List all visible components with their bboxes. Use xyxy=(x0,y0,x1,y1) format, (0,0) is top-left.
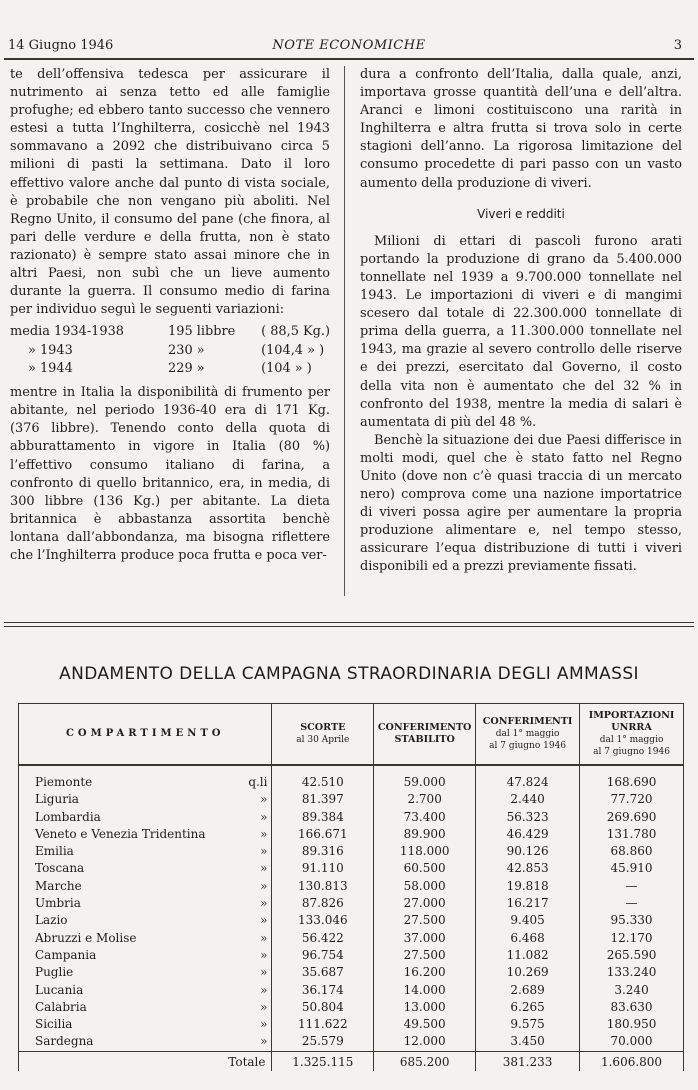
table-row xyxy=(19,809,684,826)
unit-label: » xyxy=(260,809,268,824)
consumption-kg: ( 88,5 Kg.) xyxy=(261,324,330,340)
header-conf-stab-line2: STABILITO xyxy=(394,734,455,745)
right-paragraph-2: Milioni di ettari di pascoli furono arati portando la produzione di grano da 5.400.000 tonnellate nel 1939 a 9.700.000 tonnellate nel 1943. Le importazioni di viveri e di mangimi scesero dal totale di 22.300.000 tonnellate di prima della guerra, a 11.300.000 tonnellate nel 1943, ma grazie al severo controllo delle riserve e dei prezzi, esercitato dal Governo, il costo della vita non è aumentato che del 32 % in confronto del 1938, mentre la media di salari è aumentata di più del 48 %. xyxy=(360,233,682,430)
region-cell xyxy=(19,930,272,947)
region-name: Sicilia xyxy=(35,1017,73,1032)
cell-conferimenti: 2.689 xyxy=(476,982,580,999)
total-row xyxy=(19,1051,684,1071)
region-name: Lucania xyxy=(35,982,84,997)
cell-unrra: 168.690 xyxy=(580,765,684,791)
cell-conferimenti: 9.575 xyxy=(476,1016,580,1033)
region-name: Lombardia xyxy=(35,809,101,824)
total-scorte: 1.325.115 xyxy=(272,1051,374,1071)
publication-title: NOTE ECONOMICHE xyxy=(272,38,426,53)
cell-conferimenti: 42.853 xyxy=(476,860,580,877)
cell-scorte: 87.826 xyxy=(272,895,374,912)
consumption-libbre: 195 libbre xyxy=(168,324,236,340)
consumption-period: » 1944 xyxy=(28,360,73,376)
header-import-line3: dal 1° maggio xyxy=(599,735,664,745)
unit-label: » xyxy=(260,913,268,928)
section-divider xyxy=(4,622,694,627)
cell-stabilito: 27.500 xyxy=(374,912,476,929)
table-row xyxy=(19,765,684,791)
left-paragraph-1: te dell’offensiva tedesca per assicurare il nutrimento ai senza tetto ed alle famiglie profughe; ed ebbero tanto successo che vennero estesi a tutta l’Inghilterra, cosicchè nel 1943 sommavano a 2092 che distribuivano circa 5 milioni di pasti la settimana. Dato il loro effettivo valore anche dal punto di vista sociale, è probabile che non vengano più aboliti. Nel Regno Unito, il consumo del pane (che finora, al pari delle verdure e della frutta, non è stato razionato) è sempre stato assai minore che in altri Paesi, non subì che un lieve aumento durante la guerra. Il consumo medio di farina per individuo seguì le seguenti variazioni: xyxy=(10,67,330,318)
unit-label: » xyxy=(260,861,268,876)
unit-label: » xyxy=(260,844,268,859)
header-rule xyxy=(4,58,694,60)
cell-stabilito: 58.000 xyxy=(374,878,476,895)
cell-stabilito: 49.500 xyxy=(374,1016,476,1033)
region-name: Sardegna xyxy=(35,1034,94,1049)
cell-stabilito: 60.500 xyxy=(374,860,476,877)
unit-label: » xyxy=(260,878,268,893)
cell-unrra: 95.330 xyxy=(580,912,684,929)
cell-scorte: 50.804 xyxy=(272,999,374,1016)
cell-stabilito: 27.000 xyxy=(374,895,476,912)
cell-unrra: 180.950 xyxy=(580,1016,684,1033)
cell-scorte: 96.754 xyxy=(272,947,374,964)
left-paragraph-2: mentre in Italia la disponibilità di frumento per abitante, nel periodo 1936-40 era di 171 Kg. (376 libbre). Tenendo conto della quota di abburattamento in vigore in Italia (80 %) l’effettivo consumo italiano di farina, a confronto di quello britannico, era, in media, di 300 libbre (136 Kg.) per abitante. La dieta britannica è abbastanza assortita benchè lontana dall’abbondanza, ma bisogna riflettere che l’Inghilterra produce poca frutta e poca ver- xyxy=(10,385,330,564)
table-row xyxy=(19,843,684,860)
total-unrra: 1.606.800 xyxy=(580,1051,684,1071)
table-row xyxy=(19,878,684,895)
header-importazioni-unrra xyxy=(580,704,684,766)
unit-label: » xyxy=(260,982,268,997)
left-column xyxy=(10,66,330,565)
cell-conferimenti: 9.405 xyxy=(476,912,580,929)
region-cell xyxy=(19,947,272,964)
region-name: Toscana xyxy=(35,861,85,876)
table-title: ANDAMENTO DELLA CAMPAGNA STRAORDINARIA DEGLI AMMASSI xyxy=(59,664,639,684)
cell-unrra: 265.590 xyxy=(580,947,684,964)
header-conferimenti-line1: CONFERIMENTI xyxy=(482,716,573,727)
header-conf-stab-line1: CONFERIMENTO xyxy=(377,722,472,733)
unit-label: q.li xyxy=(248,775,268,789)
cell-stabilito: 16.200 xyxy=(374,964,476,981)
right-paragraph-1: dura a confronto dell’Italia, dalla quale, anzi, importava grosse quantità dell’una e dell’altra. Aranci e limoni costituiscono una rarità in Inghilterra e altra frutta si trova solo in certe stagioni dell’anno. La rigorosa limitazione del consumo procedette di pari passo con un vasto aumento della produzione di viveri. xyxy=(360,67,682,191)
cell-scorte: 130.813 xyxy=(272,878,374,895)
region-cell xyxy=(19,912,272,929)
cell-unrra: 45.910 xyxy=(580,860,684,877)
unit-label: » xyxy=(260,792,268,807)
region-name: Abruzzi e Molise xyxy=(35,930,137,945)
unit-label: » xyxy=(260,1017,268,1032)
table-row xyxy=(19,912,684,929)
cell-unrra: 77.720 xyxy=(580,791,684,808)
cell-conferimenti: 16.217 xyxy=(476,895,580,912)
cell-unrra: — xyxy=(580,878,684,895)
table-row xyxy=(19,1033,684,1051)
cell-unrra: 133.240 xyxy=(580,964,684,981)
table-row xyxy=(19,791,684,808)
table-row xyxy=(19,947,684,964)
right-paragraph-3: Benchè la situazione dei due Paesi differisce in molti modi, quel che è stato fatto nel Regno Unito (dove non c’è quasi traccia di un mercato nero) comprova come una nazione importatrice di viveri possa agire per aumentare la propria produzione alimentare e, nel tempo stesso, assicurare l’equa distribuzione di tutti i viveri disponibili ed a prezzi previamente fissati. xyxy=(360,432,682,575)
region-cell xyxy=(19,765,272,791)
cell-scorte: 81.397 xyxy=(272,791,374,808)
header-scorte-line1: SCORTE xyxy=(300,722,346,733)
region-name: Puglie xyxy=(35,965,74,980)
section-subheading: Viveri e redditi xyxy=(477,206,565,221)
cell-scorte: 133.046 xyxy=(272,912,374,929)
cell-conferimenti: 3.450 xyxy=(476,1033,580,1051)
cell-conferimenti: 6.265 xyxy=(476,999,580,1016)
cell-scorte: 56.422 xyxy=(272,930,374,947)
table-row xyxy=(19,982,684,999)
consumption-period: media 1934-1938 xyxy=(10,324,124,340)
region-name: Emilia xyxy=(35,844,74,859)
region-cell xyxy=(19,999,272,1016)
total-conferimenti: 381.233 xyxy=(476,1051,580,1071)
cell-conferimenti: 10.269 xyxy=(476,964,580,981)
region-cell xyxy=(19,809,272,826)
ammassi-table xyxy=(18,703,684,1071)
unit-label: » xyxy=(260,965,268,980)
table-row xyxy=(19,999,684,1016)
unit-label: » xyxy=(260,999,268,1014)
cell-conferimenti: 90.126 xyxy=(476,843,580,860)
cell-scorte: 89.316 xyxy=(272,843,374,860)
cell-conferimenti: 6.468 xyxy=(476,930,580,947)
page-number: 3 xyxy=(673,38,682,53)
region-name: Piemonte xyxy=(35,775,93,789)
column-divider xyxy=(344,66,345,596)
cell-stabilito: 118.000 xyxy=(374,843,476,860)
cell-scorte: 35.687 xyxy=(272,964,374,981)
cell-unrra: 269.690 xyxy=(580,809,684,826)
cell-scorte: 89.384 xyxy=(272,809,374,826)
cell-conferimenti: 47.824 xyxy=(476,765,580,791)
region-cell xyxy=(19,964,272,981)
cell-unrra: 68.860 xyxy=(580,843,684,860)
total-label: Totale xyxy=(19,1051,272,1071)
region-cell xyxy=(19,1016,272,1033)
cell-unrra: 12.170 xyxy=(580,930,684,947)
cell-unrra: — xyxy=(580,895,684,912)
header-conferimento-stabilito xyxy=(374,704,476,766)
cell-conferimenti: 11.082 xyxy=(476,947,580,964)
header-scorte xyxy=(272,704,374,766)
cell-unrra: 70.000 xyxy=(580,1033,684,1051)
region-name: Liguria xyxy=(35,792,79,807)
cell-stabilito: 37.000 xyxy=(374,930,476,947)
table-row xyxy=(19,826,684,843)
region-name: Marche xyxy=(35,878,82,893)
page-header xyxy=(8,38,690,58)
unit-label: » xyxy=(260,947,268,962)
consumption-period: » 1943 xyxy=(28,342,73,358)
consumption-libbre: 230 » xyxy=(168,342,205,358)
region-name: Veneto e Venezia Tridentina xyxy=(35,826,206,841)
cell-unrra: 131.780 xyxy=(580,826,684,843)
region-cell xyxy=(19,843,272,860)
consumption-kg: (104 » ) xyxy=(261,360,312,376)
cell-scorte: 91.110 xyxy=(272,860,374,877)
header-import-line2: UNRRA xyxy=(611,722,652,733)
cell-stabilito: 73.400 xyxy=(374,809,476,826)
cell-stabilito: 13.000 xyxy=(374,999,476,1016)
unit-label: » xyxy=(260,930,268,945)
header-conferimenti xyxy=(476,704,580,766)
cell-unrra: 3.240 xyxy=(580,982,684,999)
cell-stabilito: 12.000 xyxy=(374,1033,476,1051)
table-row xyxy=(19,1016,684,1033)
issue-date: 14 Giugno 1946 xyxy=(8,38,114,53)
region-cell xyxy=(19,860,272,877)
total-stabilito: 685.200 xyxy=(374,1051,476,1071)
region-name: Calabria xyxy=(35,999,87,1014)
cell-stabilito: 14.000 xyxy=(374,982,476,999)
consumption-libbre: 229 » xyxy=(168,360,205,376)
ammassi-table-wrap xyxy=(18,703,684,1071)
table-header-row xyxy=(19,704,684,766)
consumption-row xyxy=(10,323,330,341)
table-row xyxy=(19,964,684,981)
consumption-kg: (104,4 » ) xyxy=(261,342,325,358)
region-cell xyxy=(19,826,272,843)
header-conferimenti-line3: al 7 giugno 1946 xyxy=(489,741,567,751)
cell-conferimenti: 19.818 xyxy=(476,878,580,895)
right-column xyxy=(360,66,682,577)
region-cell xyxy=(19,878,272,895)
header-scorte-line2: al 30 Aprile xyxy=(296,735,350,745)
table-row xyxy=(19,860,684,877)
table-row xyxy=(19,930,684,947)
header-conferimenti-line2: dal 1° maggio xyxy=(495,729,560,739)
cell-scorte: 25.579 xyxy=(272,1033,374,1051)
unit-label: » xyxy=(260,1034,268,1049)
cell-unrra: 83.630 xyxy=(580,999,684,1016)
cell-scorte: 111.622 xyxy=(272,1016,374,1033)
cell-conferimenti: 46.429 xyxy=(476,826,580,843)
cell-stabilito: 89.900 xyxy=(374,826,476,843)
table-row xyxy=(19,895,684,912)
consumption-row xyxy=(10,360,330,378)
header-import-line4: al 7 giugno 1946 xyxy=(593,747,670,757)
cell-scorte: 36.174 xyxy=(272,982,374,999)
header-import-line1: IMPORTAZIONI xyxy=(588,710,675,721)
region-name: Umbria xyxy=(35,896,81,911)
cell-stabilito: 27.500 xyxy=(374,947,476,964)
unit-label: » xyxy=(260,896,268,911)
header-compartimento: COMPARTIMENTO xyxy=(19,704,272,766)
cell-scorte: 42.510 xyxy=(272,765,374,791)
cell-scorte: 166.671 xyxy=(272,826,374,843)
region-name: Lazio xyxy=(35,913,68,928)
unit-label: » xyxy=(260,826,268,841)
flour-consumption-table xyxy=(10,323,330,378)
region-cell xyxy=(19,895,272,912)
region-cell xyxy=(19,982,272,999)
consumption-row xyxy=(10,342,330,360)
cell-conferimenti: 2.440 xyxy=(476,791,580,808)
region-cell xyxy=(19,791,272,808)
region-name: Campania xyxy=(35,947,97,962)
region-cell xyxy=(19,1033,272,1051)
cell-stabilito: 2.700 xyxy=(374,791,476,808)
cell-stabilito: 59.000 xyxy=(374,765,476,791)
cell-conferimenti: 56.323 xyxy=(476,809,580,826)
